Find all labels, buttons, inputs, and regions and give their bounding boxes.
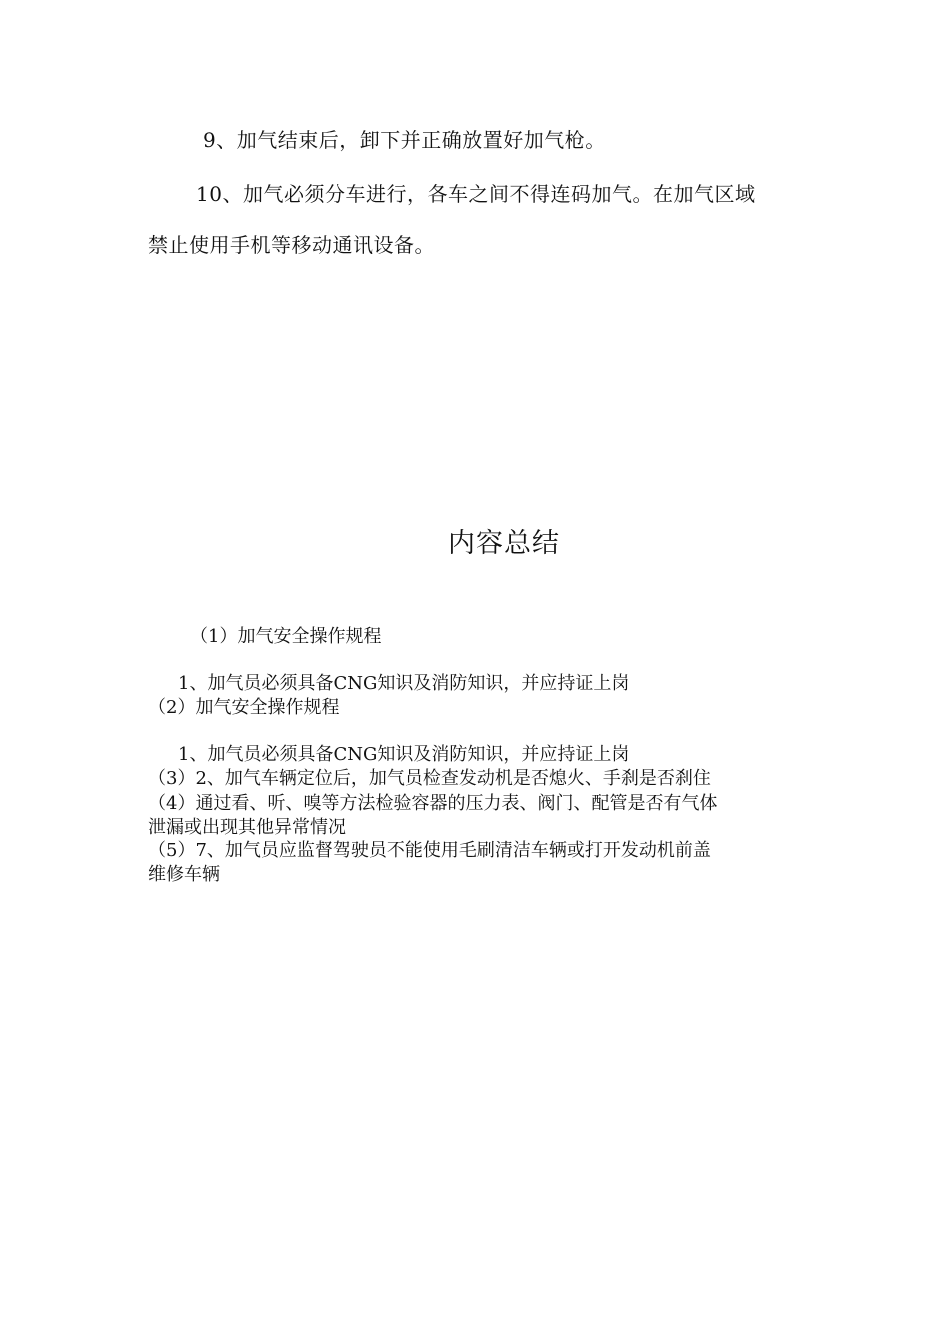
summary-line: 1、加气员必须具备CNG知识及消防知识，并应持证上岗 (178, 673, 630, 694)
summary-line: （1）加气安全操作规程 (190, 626, 382, 647)
summary-title: 内容总结 (448, 528, 560, 559)
rule-item-9: 9、加气结束后，卸下并正确放置好加气枪。 (203, 128, 606, 152)
summary-line: （2）加气安全操作规程 (148, 697, 340, 718)
rule-item-10-line-2: 禁止使用手机等移动通讯设备。 (148, 233, 435, 257)
summary-line: 1、加气员必须具备CNG知识及消防知识，并应持证上岗 (178, 744, 630, 765)
summary-line: （4）通过看、听、嗅等方法检验容器的压力表、阀门、配管是否有气体 (148, 793, 718, 814)
summary-line: （3）2、加气车辆定位后，加气员检查发动机是否熄火、手刹是否刹住 (148, 768, 711, 789)
summary-line: 维修车辆 (148, 864, 220, 885)
summary-line: 泄漏或出现其他异常情况 (148, 817, 346, 838)
rule-item-10-line-1: 10、加气必须分车进行，各车之间不得连码加气。在加气区域 (196, 182, 756, 206)
summary-line: （5）7、加气员应监督驾驶员不能使用毛刷清洁车辆或打开发动机前盖 (148, 840, 711, 861)
